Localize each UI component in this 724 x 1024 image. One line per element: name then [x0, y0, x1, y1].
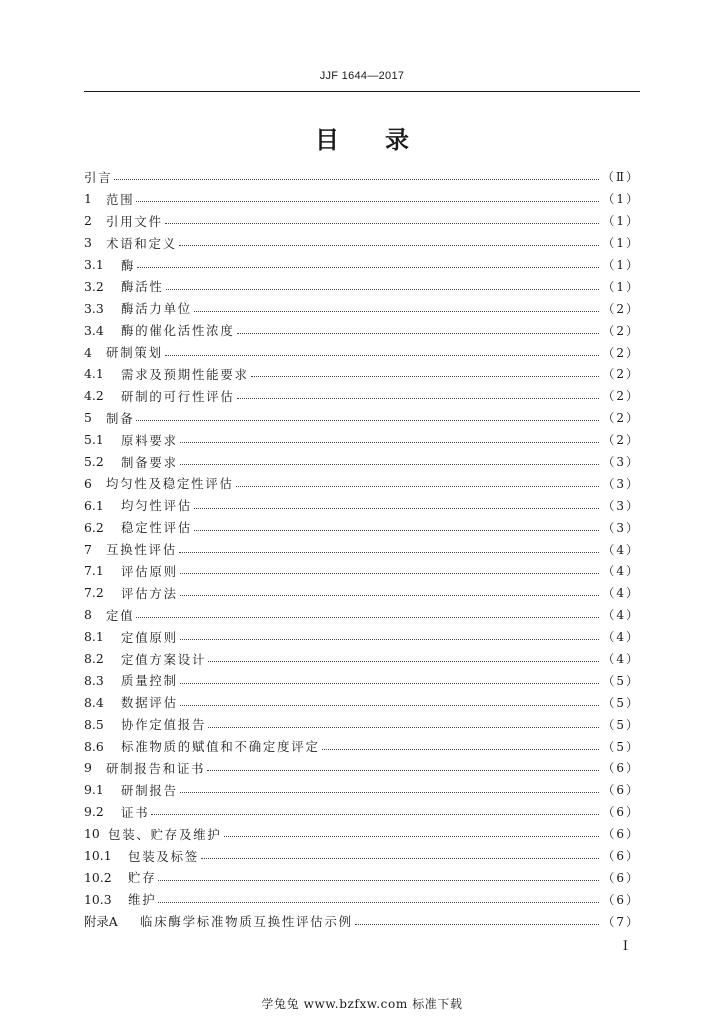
toc-entry-number: 3.1 [84, 257, 104, 272]
toc-entry-page: （3） [602, 520, 640, 535]
toc-entry-label: 酶 [121, 257, 136, 273]
toc-entry[interactable] [84, 516, 640, 538]
dot-leader [208, 715, 599, 728]
toc-entry-number: 6 [84, 475, 92, 491]
dot-leader [224, 824, 600, 837]
dot-leader [165, 211, 600, 224]
footer-watermark: 学兔兔 www.bzfxw.com 标准下载 [261, 997, 463, 1011]
dot-leader [114, 167, 598, 180]
toc-entry-page: （3） [602, 476, 640, 491]
toc-entry-page: （1） [602, 192, 640, 207]
dot-leader [180, 627, 600, 640]
toc-entry-number: 3.2 [84, 278, 104, 294]
dot-leader [180, 671, 600, 684]
dot-leader [136, 408, 599, 421]
toc-entry-number: 4.2 [84, 388, 104, 404]
toc-entry-number: 8.1 [84, 629, 104, 645]
toc-entry-page: （5） [602, 717, 640, 732]
page-title [0, 120, 724, 155]
dot-leader [180, 561, 600, 574]
dot-leader [180, 693, 600, 706]
toc-entry[interactable] [84, 801, 640, 823]
toc-entry[interactable] [84, 166, 640, 188]
toc-entry-page: （6） [602, 892, 640, 907]
toc-entry[interactable] [84, 845, 640, 867]
toc-entry-label: 维护 [128, 892, 157, 908]
toc-entry-label: 术语和定义 [106, 235, 177, 251]
toc-entry-label: 贮存 [128, 870, 157, 886]
toc-entry-page: （4） [602, 608, 640, 623]
dot-leader [194, 518, 599, 531]
dot-leader [136, 605, 599, 618]
toc-entry-label: 需求及预期性能要求 [121, 366, 249, 382]
toc-entry-page: （6） [602, 870, 640, 885]
toc-entry-label: 定值原则 [121, 629, 178, 645]
toc-entry[interactable] [84, 779, 640, 801]
dot-leader [180, 452, 600, 465]
dot-leader [237, 386, 600, 399]
toc-entry-label: 制备 [106, 410, 135, 426]
toc-entry-number: 1 [84, 191, 92, 207]
toc-entry-page: （2） [602, 301, 640, 316]
toc-entry-page: （2） [602, 411, 640, 426]
toc-entry-label: 包装及标签 [128, 848, 199, 864]
toc-entry-page: （4） [602, 630, 640, 645]
toc-entry-number: 5.2 [84, 454, 104, 470]
toc-entry-page: （1） [602, 279, 640, 294]
standard-code: JJF 1644—2017 [319, 70, 405, 82]
toc-entry[interactable] [84, 275, 640, 297]
toc-entry-page: （6） [602, 805, 640, 820]
dot-leader [251, 364, 600, 377]
toc-entry-page: （2） [602, 323, 640, 338]
toc-entry-label: 酶活力单位 [121, 301, 192, 317]
toc-entry-label: 数据评估 [121, 695, 178, 711]
toc-entry[interactable] [84, 910, 640, 932]
dot-leader [194, 496, 599, 509]
toc-entry-page: （7） [602, 914, 640, 929]
toc-entry-label: 证书 [121, 804, 150, 820]
dot-leader [194, 299, 599, 312]
toc-entry[interactable] [84, 735, 640, 757]
toc-entry[interactable] [84, 254, 640, 276]
toc-entry-label: 质量控制 [121, 673, 178, 689]
toc-entry[interactable] [84, 210, 640, 232]
toc-entry-label: 研制报告 [121, 782, 178, 798]
toc-entry[interactable] [84, 823, 640, 845]
toc-entry-number: 4 [84, 344, 92, 360]
toc-entry-number: 4.1 [84, 366, 104, 382]
toc-entry-label: 范围 [106, 191, 135, 207]
toc-entry[interactable] [84, 341, 640, 363]
toc-entry[interactable] [84, 188, 640, 210]
title-char-1: 目 [315, 125, 339, 154]
toc-entry-page: （4） [602, 564, 640, 579]
toc-entry-number: 8.4 [84, 694, 104, 710]
toc-entry[interactable] [84, 888, 640, 910]
toc-entry-label: 临床酶学标准物质互换性评估示例 [140, 914, 353, 930]
toc-entry-label: 酶活性 [121, 279, 164, 295]
toc-entry[interactable] [84, 713, 640, 735]
toc-entry-page: （6） [602, 849, 640, 864]
toc-entry-number: 10.2 [84, 869, 112, 885]
toc-entry-label: 标准物质的赋值和不确定度评定 [121, 739, 320, 755]
toc-entry-number: 10.3 [84, 891, 112, 907]
toc-entry-label: 研制报告和证书 [106, 760, 206, 776]
toc-entry-label: 酶的催化活性浓度 [121, 323, 235, 339]
dot-leader [322, 737, 600, 750]
toc-entry-page: （2） [602, 433, 640, 448]
toc-entry[interactable] [84, 538, 640, 560]
toc-entry-number: 5 [84, 410, 92, 426]
dot-leader [151, 802, 599, 815]
dot-leader [180, 430, 600, 443]
toc-entry-label: 均匀性评估 [121, 498, 192, 514]
dot-leader [179, 540, 599, 553]
toc-entry-page: （3） [602, 498, 640, 513]
toc-entry[interactable] [84, 429, 640, 451]
toc-entry[interactable] [84, 867, 640, 889]
dot-leader [158, 890, 599, 903]
toc-entry[interactable] [84, 232, 640, 254]
toc-entry-number: 9.1 [84, 782, 104, 798]
dot-leader [180, 583, 600, 596]
toc-entry[interactable] [84, 669, 640, 691]
page-number: I [622, 939, 628, 954]
toc-entry-page: （1） [602, 214, 640, 229]
toc-entry-number: 7 [84, 541, 92, 557]
toc-entry-page: （5） [602, 739, 640, 754]
toc-entry[interactable] [84, 626, 640, 648]
toc-entry[interactable] [84, 407, 640, 429]
toc-entry-page: （5） [602, 673, 640, 688]
toc-entry-number: 10 [84, 826, 100, 842]
toc-entry-label: 定值 [106, 607, 135, 623]
toc-entry[interactable] [84, 494, 640, 516]
header-divider [84, 91, 640, 92]
toc-entry-label: 评估原则 [121, 563, 178, 579]
toc-entry[interactable] [84, 582, 640, 604]
toc-entry-page: （4） [602, 542, 640, 557]
toc-entry-number: 8.6 [84, 738, 104, 754]
toc-entry-label: 引用文件 [106, 213, 163, 229]
dot-leader [180, 780, 600, 793]
toc-entry-label: 原料要求 [121, 432, 178, 448]
dot-leader [237, 321, 600, 334]
toc-entry-label: 均匀性及稳定性评估 [106, 476, 234, 492]
dot-leader [165, 343, 600, 356]
toc-entry-number: 3 [84, 235, 92, 251]
toc-entry-page: （1） [602, 236, 640, 251]
toc-entry-page: （1） [602, 258, 640, 272]
dot-leader [137, 255, 599, 268]
toc-entry[interactable] [84, 472, 640, 494]
toc-entry-page: （2） [602, 389, 640, 404]
toc-entry-number: 8.5 [84, 716, 104, 732]
dot-leader [355, 912, 600, 925]
toc-entry[interactable] [84, 604, 640, 626]
toc-entry[interactable] [84, 560, 640, 582]
toc-entry-label: 定值方案设计 [121, 651, 207, 667]
toc-entry-number: 7.2 [84, 585, 104, 601]
toc-entry-page: （2） [602, 367, 640, 382]
toc-entry-page: （4） [602, 652, 640, 667]
toc-entry-number: 3.3 [84, 300, 104, 316]
toc-entry-page: （4） [602, 586, 640, 601]
toc-entry-number: 8 [84, 607, 92, 623]
toc-entry[interactable] [84, 648, 640, 670]
toc-entry-number: 9 [84, 760, 92, 776]
toc-entry-number: 8.3 [84, 672, 104, 688]
toc-entry-number: 6.2 [84, 519, 104, 535]
toc-entry-label: 包装、贮存及维护 [108, 826, 222, 842]
dot-leader [201, 846, 599, 859]
toc-entry-number: 附录A [84, 914, 118, 930]
dot-leader [136, 189, 599, 202]
dot-leader [207, 758, 599, 771]
toc-entry-number: 5.1 [84, 432, 104, 448]
table-of-contents [84, 166, 640, 932]
toc-entry[interactable] [84, 385, 640, 407]
dot-leader [236, 474, 600, 487]
toc-entry-page: （6） [602, 827, 640, 842]
toc-entry[interactable] [84, 451, 640, 473]
toc-entry-label: 引言 [84, 169, 113, 185]
toc-entry-number: 2 [84, 213, 92, 229]
dot-leader [166, 277, 600, 290]
toc-entry-page: （Ⅱ） [601, 170, 640, 185]
toc-entry-number: 9.2 [84, 804, 104, 820]
toc-entry-label: 互换性评估 [106, 542, 177, 558]
toc-entry-label: 稳定性评估 [121, 520, 192, 536]
toc-entry[interactable] [84, 691, 640, 713]
toc-entry-number: 6.1 [84, 497, 104, 513]
toc-entry-label: 评估方法 [121, 585, 178, 601]
toc-entry-number: 8.2 [84, 651, 104, 667]
dot-leader [208, 649, 599, 662]
toc-entry[interactable] [84, 757, 640, 779]
toc-entry-page: （3） [602, 455, 640, 470]
dot-leader [179, 233, 599, 246]
dot-leader [158, 868, 599, 881]
toc-entry-page: （6） [602, 761, 640, 776]
toc-entry-label: 制备要求 [121, 454, 178, 470]
toc-entry-number: 10.1 [84, 848, 112, 864]
toc-entry-page: （2） [602, 345, 640, 360]
toc-entry[interactable] [84, 363, 640, 385]
toc-entry[interactable] [84, 297, 640, 319]
toc-entry-page: （6） [602, 783, 640, 798]
toc-entry-label: 协作定值报告 [121, 717, 207, 733]
toc-entry-number: 3.4 [84, 322, 104, 338]
toc-entry-label: 研制的可行性评估 [121, 388, 235, 404]
title-char-2: 录 [385, 125, 409, 154]
toc-entry-number: 7.1 [84, 563, 104, 579]
toc-entry-page: （5） [602, 695, 640, 710]
toc-entry[interactable] [84, 319, 640, 341]
toc-entry-label: 研制策划 [106, 345, 163, 361]
